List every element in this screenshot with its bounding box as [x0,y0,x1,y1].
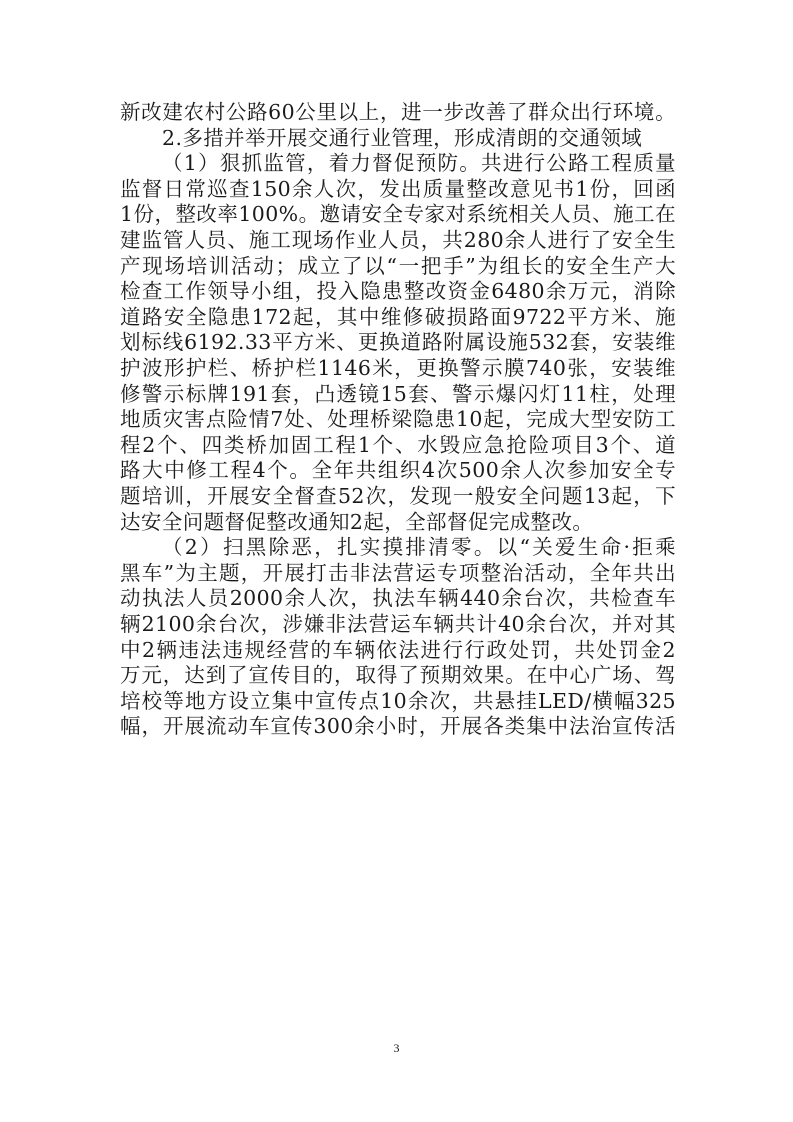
text-line-25: 幅，开展流动车宣传300余小时，开展各类集中法治宣传活 [120,714,676,739]
text-line-14: 程2个、四类桥加固工程1个、水毁应急抢险项目3个、道 [120,432,676,457]
paragraph-2-first-line: （2）扫黑除恶，扎实摸排清零。以“关爱生命·拒乘 [162,535,676,560]
text-line-10: 划标线6192.33平方米、更换道路附属设施532套，安装维 [120,330,676,355]
text-line-13: 地质灾害点险情7处、处理桥梁隐患10起，完成大型安防工 [120,407,676,432]
text-line-16: 题培训，开展安全督查52次，发现一般安全问题13起，下 [120,484,676,508]
text-line-7: 产现场培训活动；成立了以“一把手”为组长的安全生产大 [120,253,676,278]
text-line-11: 护波形护栏、桥护栏1146米，更换警示膜740张，安装维 [120,356,676,380]
section-heading: 2.多措并举开展交通行业管理，形成清朗的交通领域 [162,125,643,150]
text-line-22: 中2辆违法违规经营的车辆依法进行行政处罚，共处罚金2 [120,637,676,662]
text-line-15: 路大中修工程4个。全年共组织4次500余人次参加安全专 [120,458,676,483]
text-line-6: 建监管人员、施工现场作业人员，共280余人进行了安全生 [120,228,676,252]
paragraph-1-first-line: （1）狠抓监管，着力督促预防。共进行公路工程质量 [162,151,676,176]
text-line-19: 黑车”为主题，开展打击非法营运专项整治活动，全年共出 [120,560,676,585]
text-line-5: 1份，整改率100%。邀请安全专家对系统相关人员、施工在 [120,202,676,227]
text-line-21: 辆2100余台次，涉嫌非法营运车辆共计40余台次，并对其 [120,612,676,636]
text-line-1: 新改建农村公路60公里以上，进一步改善了群众出行环境。 [120,100,676,124]
text-line-4: 监督日常巡查150余人次，发出质量整改意见书1份，回函 [120,176,676,201]
text-line-24: 培校等地方设立集中宣传点10余次，共悬挂LED/横幅325 [120,688,676,713]
page-number: 3 [393,1041,400,1055]
text-line-8: 检查工作领导小组，投入隐患整改资金6480余万元，消除 [120,279,676,304]
text-line-12: 修警示标牌191套，凸透镜15套、警示爆闪灯11柱，处理 [120,381,676,406]
text-line-17: 达安全问题督促整改通知2起，全部督促完成整改。 [120,509,594,534]
text-line-9: 道路安全隐患172起，其中维修破损路面9722平方米、施 [120,304,676,329]
text-line-23: 万元，达到了宣传目的，取得了预期效果。在中心广场、驾 [120,663,676,688]
text-line-20: 动执法人员2000余人次，执法车辆440余台次，共检查车 [120,586,676,611]
